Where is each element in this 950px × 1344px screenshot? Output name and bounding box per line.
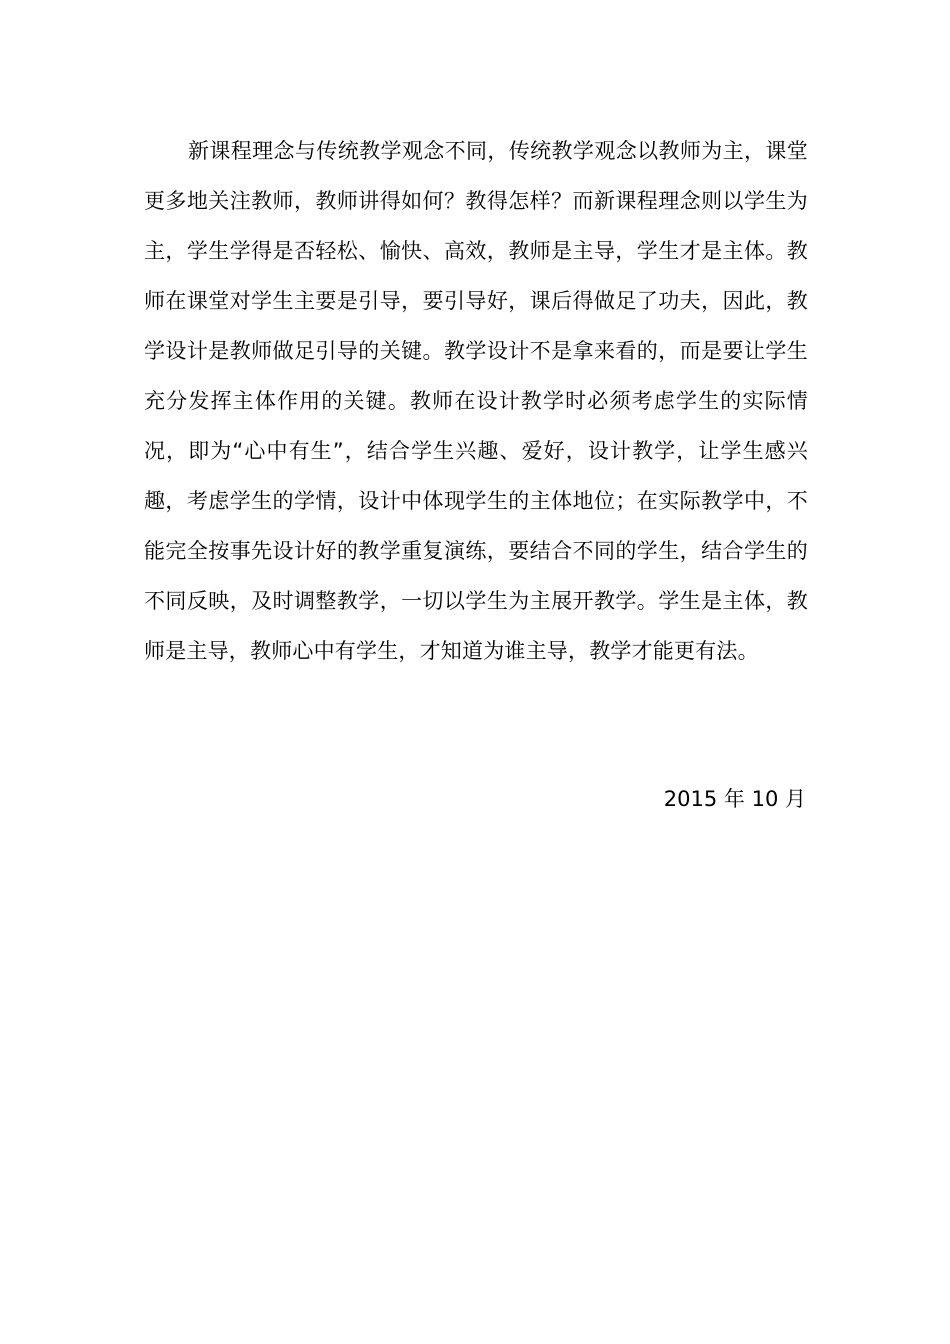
date-line: 2015 年 10 月: [663, 787, 806, 811]
body-paragraph: 新课程理念与传统教学观念不同，传统教学观念以教师为主，课堂更多地关注教师，教师讲得如何？教得怎样？而新课程理念则以学生为主，学生学得是否轻松、愉快、高效，教师是主导，学生才是主体。教师在课堂对学生主要是引导，要引导好，课后得做足了功夫，因此，教学设计是教师做足引导的关键。教学设计不是拿来看的，而是要让学生充分发挥主体作用的关键。教师在设计教学时必须考虑学生的实际情况，即为“心中有生”，结合学生兴趣、爱好，设计教学，让学生感兴趣，考虑学生的学情，设计中体现学生的主体地位；在实际教学中，不能完全按事先设计好的教学重复演练，要结合不同的学生，结合学生的不同反映，及时调整教学，一切以学生为主展开教学。学生是主体，教师是主导，教师心中有学生，才知道为谁主导，教学才能更有法。: [144, 139, 808, 663]
